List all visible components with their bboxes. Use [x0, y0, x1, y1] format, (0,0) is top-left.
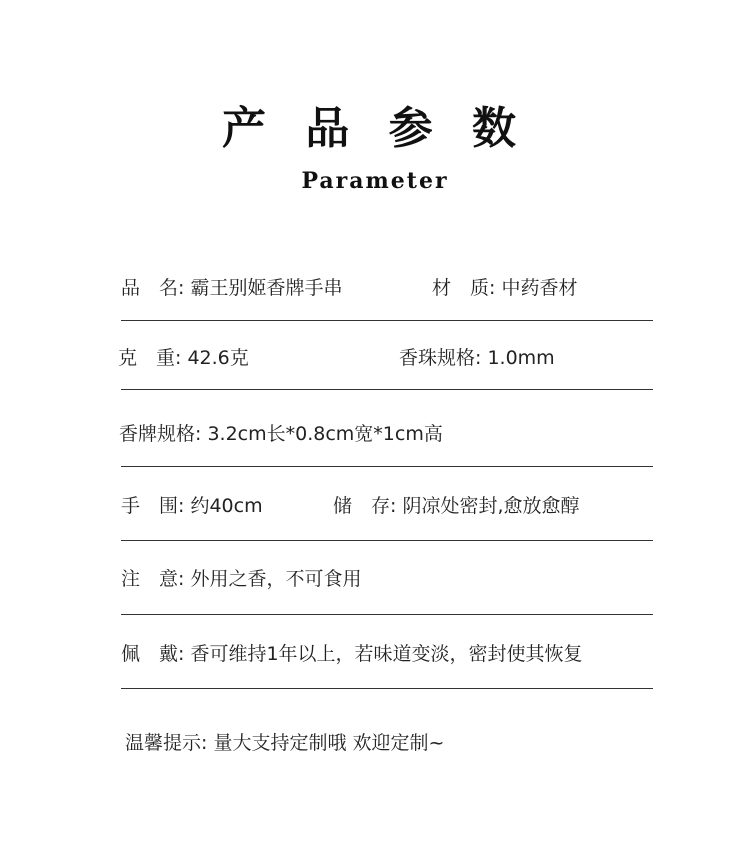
- bead-spec-value: 1.0mm: [487, 347, 555, 369]
- divider: [121, 688, 653, 689]
- bead-spec-label: 香珠规格:: [399, 347, 482, 369]
- tag-spec-label: 香牌规格:: [119, 423, 202, 445]
- wrist-value: 约40cm: [190, 495, 263, 517]
- wearing-value: 香可维持1年以上，若味道变淡，密封使其恢复: [190, 643, 583, 665]
- tip-label: 温馨提示:: [125, 732, 208, 754]
- name-value: 霸王别姬香牌手串: [190, 277, 343, 299]
- row-weight-bead: [118, 346, 650, 370]
- weight-label: 克 重:: [118, 347, 182, 369]
- warm-tip: [125, 731, 657, 755]
- row-wrist-storage: [121, 494, 653, 518]
- name-label: 品 名:: [121, 277, 185, 299]
- notice-value: 外用之香，不可食用: [190, 568, 362, 590]
- material-field: [432, 276, 577, 300]
- row-name-material: [121, 276, 653, 300]
- material-label: 材 质:: [432, 277, 496, 299]
- bead-spec-field: [399, 346, 555, 370]
- storage-value: 阴凉处密封,愈放愈醇: [402, 495, 580, 517]
- row-notice: [121, 567, 653, 591]
- page-subtitle: Parameter: [301, 168, 449, 194]
- wearing-label: 佩 戴:: [121, 643, 185, 665]
- divider: [121, 540, 653, 541]
- storage-field: [333, 494, 580, 518]
- page-title: 产 品 参 数: [222, 103, 528, 154]
- material-value: 中药香材: [501, 277, 578, 299]
- wrist-label: 手 围:: [121, 495, 185, 517]
- divider: [121, 320, 653, 321]
- weight-value: 42.6克: [187, 347, 249, 369]
- tag-spec-value: 3.2cm长*0.8cm宽*1cm高: [207, 423, 443, 445]
- storage-label: 储 存:: [333, 495, 397, 517]
- row-tag-spec: [119, 422, 651, 446]
- divider: [121, 466, 653, 467]
- row-wearing: [121, 642, 661, 666]
- notice-label: 注 意:: [121, 568, 185, 590]
- tip-value: 量大支持定制哦 欢迎定制~: [213, 732, 445, 754]
- divider: [121, 389, 653, 390]
- divider: [121, 614, 653, 615]
